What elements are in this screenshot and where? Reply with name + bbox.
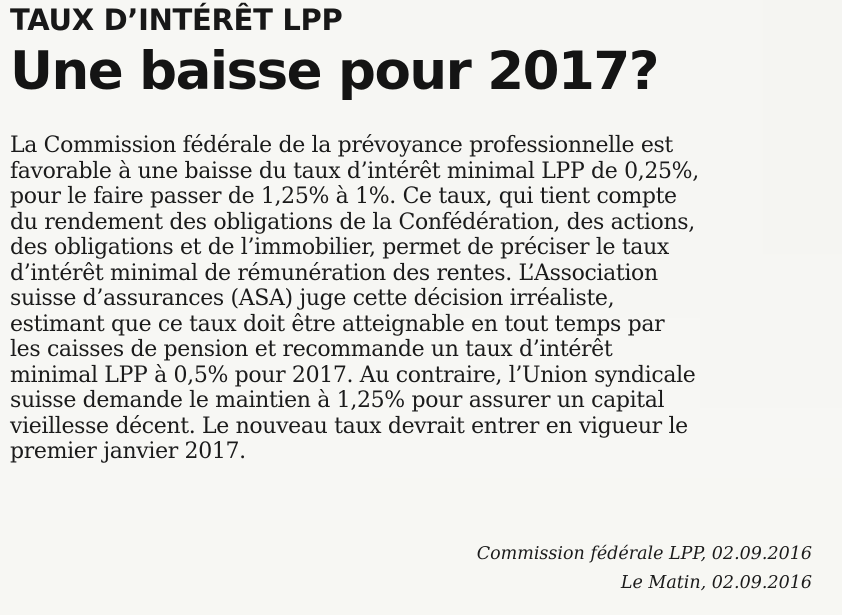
body-line: du rendement des obligations de la Confédération, des actions, <box>10 209 695 235</box>
body-line: pour le faire passer de 1,25% à 1%. Ce taux, qui tient compte <box>10 184 677 209</box>
body-line: La Commission fédérale de la prévoyance professionnelle est <box>10 133 673 158</box>
source-citation: Commission fédérale LPP, 02.09.2016 <box>476 544 812 564</box>
body-line: minimal LPP à 0,5% pour 2017. Au contraire, l’Union syndicale <box>10 362 696 388</box>
article-headline: Une baisse pour 2017? <box>10 41 658 102</box>
body-line: estimant que ce taux doit être atteignable en tout temps par <box>10 311 665 337</box>
article-sources <box>477 540 812 598</box>
article-kicker: TAUX D’INTÉRÊT LPP <box>10 3 343 37</box>
body-line: suisse demande le maintien à 1,25% pour assurer un capital <box>10 388 665 413</box>
source-citation: Le Matin, 02.09.2016 <box>620 573 812 593</box>
body-line: favorable à une baisse du taux d’intérêt minimal LPP de 0,25%, <box>10 158 699 184</box>
body-line: suisse d’assurances (ASA) juge cette décision irréaliste, <box>10 286 615 311</box>
body-line: vieillesse décent. Le nouveau taux devrait entrer en vigueur le <box>10 413 688 439</box>
body-line: premier janvier 2017. <box>10 439 246 464</box>
body-line: d’intérêt minimal de rémunération des rentes. L’Association <box>10 260 658 286</box>
body-line: des obligations et de l’immobilier, permet de préciser le taux <box>10 235 669 260</box>
body-line: les caisses de pension et recommande un taux d’intérêt <box>10 337 613 362</box>
article-body <box>10 133 830 465</box>
